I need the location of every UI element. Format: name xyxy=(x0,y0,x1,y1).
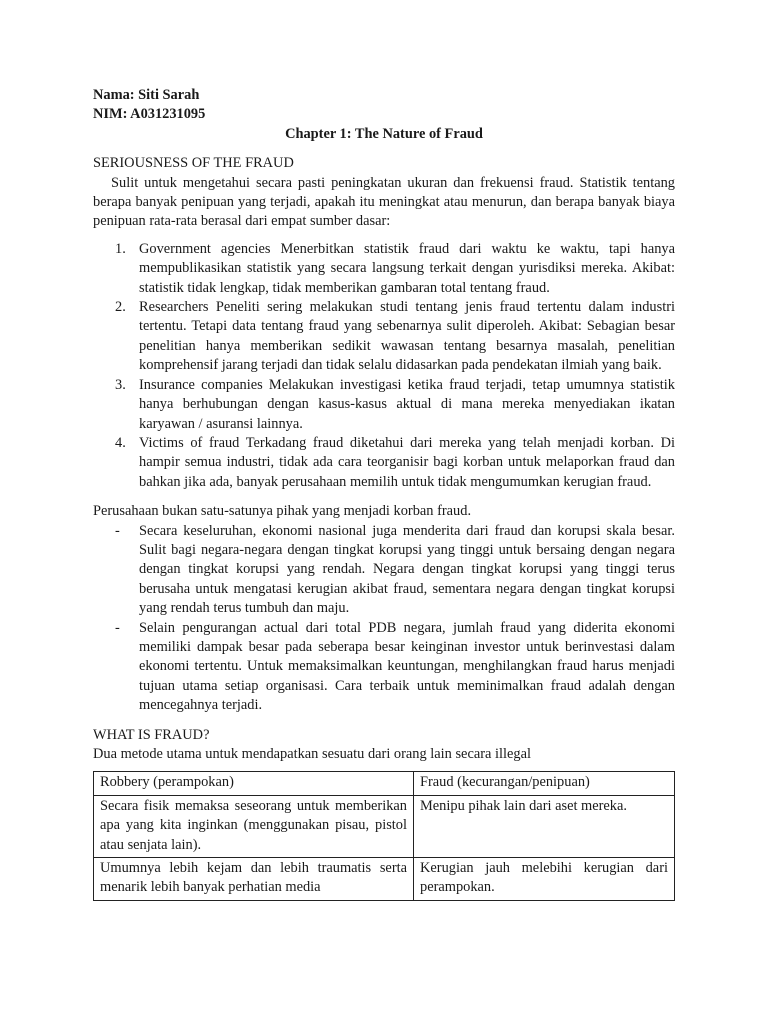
dash-list-item xyxy=(93,619,675,716)
list-item-text: Government agencies Menerbitkan statistik fraud dari waktu ke waktu, tapi hanya mempublikasikan statistik yang secara langsung terkait dengan yurisdiksi mereka. Akibat: statistik tidak lengkap, tidak memberikan gambaran total tentang fraud. xyxy=(139,240,675,296)
table-header-cell: Fraud (kecurangan/penipuan) xyxy=(414,772,675,795)
dash-item-text: Selain pengurangan actual dari total PDB negara, jumlah fraud yang diderita ekonomi memiliki dampak besar pada seberapa besar keinginan investor untuk berinvestasi dalam ekonomi tertentu. Untuk memaksimalkan keuntungan, menghilangkan fraud harus menjadi tujuan utama setiap organisasi. Cara terbaik untuk meminimalkan fraud adalah dengan mencegahnya terjadi. xyxy=(139,619,675,714)
list-item xyxy=(93,298,675,376)
comparison-table xyxy=(93,771,675,900)
table-header-row xyxy=(94,772,675,795)
list-item-text: Researchers Peneliti sering melakukan studi tentang jenis fraud tertentu dalam industri tertentu. Tetapi data tentang fraud yang sebenarnya sulit diperoleh. Akibat: Sebagian besar penelitian hanya memberikan sedikit wawasan tentang besarnya masalah, penelitian komprehensif jarang terjadi dan tidak selalu didasarkan pada pendekatan ilmiah yang baik. xyxy=(139,299,675,374)
section-heading-what-is-fraud: WHAT IS FRAUD? xyxy=(93,726,210,743)
table-row xyxy=(94,858,675,901)
dash-marker: - xyxy=(115,619,120,636)
section2-intro: Dua metode utama untuk mendapatkan sesuatu dari orang lain secara illegal xyxy=(93,746,531,762)
section-heading-seriousness: SERIOUSNESS OF THE FRAUD xyxy=(93,155,294,172)
list-number: 1. xyxy=(115,240,126,257)
dash-item-text: Secara keseluruhan, ekonomi nasional juga menderita dari fraud dan korupsi skala besar. Sulit bagi negara-negara dengan tingkat korupsi yang tinggi untuk bersaing dengan negara dengan tingkat korupsi yang rendah. Negara dengan tingkat korupsi yang tinggi terus berusaha untuk mengatasi kerugian akibat fraud, sementara negara dengan tingkat korupsi yang rendah terus tumbuh dan maju. xyxy=(139,522,675,617)
list-item-text: Victims of fraud Terkadang fraud diketahui dari mereka yang telah menjadi korban. Di hampir semua industri, tidak ada cara teorganisir bagi korban untuk melaporkan fraud dan bahkan jika ada, banyak perusahaan memilih untuk tidak mengumumkan kerugian fraud. xyxy=(139,434,675,490)
victims-intro: Perusahaan bukan satu-satunya pihak yang menjadi korban fraud. xyxy=(93,503,472,520)
table-cell: Menipu pihak lain dari aset mereka. xyxy=(414,795,675,857)
list-item xyxy=(93,376,675,434)
list-item xyxy=(93,434,675,492)
table-cell: Kerugian jauh melebihi kerugian dari perampokan. xyxy=(414,858,675,901)
table-cell: Umumnya lebih kejam dan lebih traumatis serta menarik lebih banyak perhatian media xyxy=(94,858,414,901)
dash-marker: - xyxy=(115,522,120,539)
chapter-title: Chapter 1: The Nature of Fraud xyxy=(285,125,483,142)
table-header-cell: Robbery (perampokan) xyxy=(94,772,414,795)
table-cell: Secara fisik memaksa seseorang untuk memberikan apa yang kita inginkan (menggunakan pisau, pistol atau senjata lain). xyxy=(94,795,414,857)
source-list xyxy=(93,240,675,492)
student-name: Nama: Siti Sarah xyxy=(93,87,200,103)
list-number: 3. xyxy=(115,376,126,393)
document-content xyxy=(93,86,675,901)
list-item xyxy=(93,240,675,298)
table-row xyxy=(94,795,675,857)
section-intro-paragraph: Sulit untuk mengetahui secara pasti peningkatan ukuran dan frekuensi fraud. Statistik tentang berapa banyak penipuan yang terjadi, apakah itu meningkat atau menurun, dan berapa banyak biaya penipuan rata-rata berasal dari empat sumber dasar: xyxy=(93,174,675,230)
student-nim: NIM: A031231095 xyxy=(93,106,206,123)
list-item-text: Insurance companies Melakukan investigasi ketika fraud terjadi, tetap umumnya statistik hanya berhubungan dengan kasus-kasus aktual di mana mereka menyediakan ikatan karyawan / asuransi lainnya. xyxy=(139,376,675,432)
list-number: 2. xyxy=(115,299,126,316)
list-number: 4. xyxy=(115,434,126,451)
dash-list xyxy=(93,522,675,716)
dash-list-item xyxy=(93,522,675,619)
